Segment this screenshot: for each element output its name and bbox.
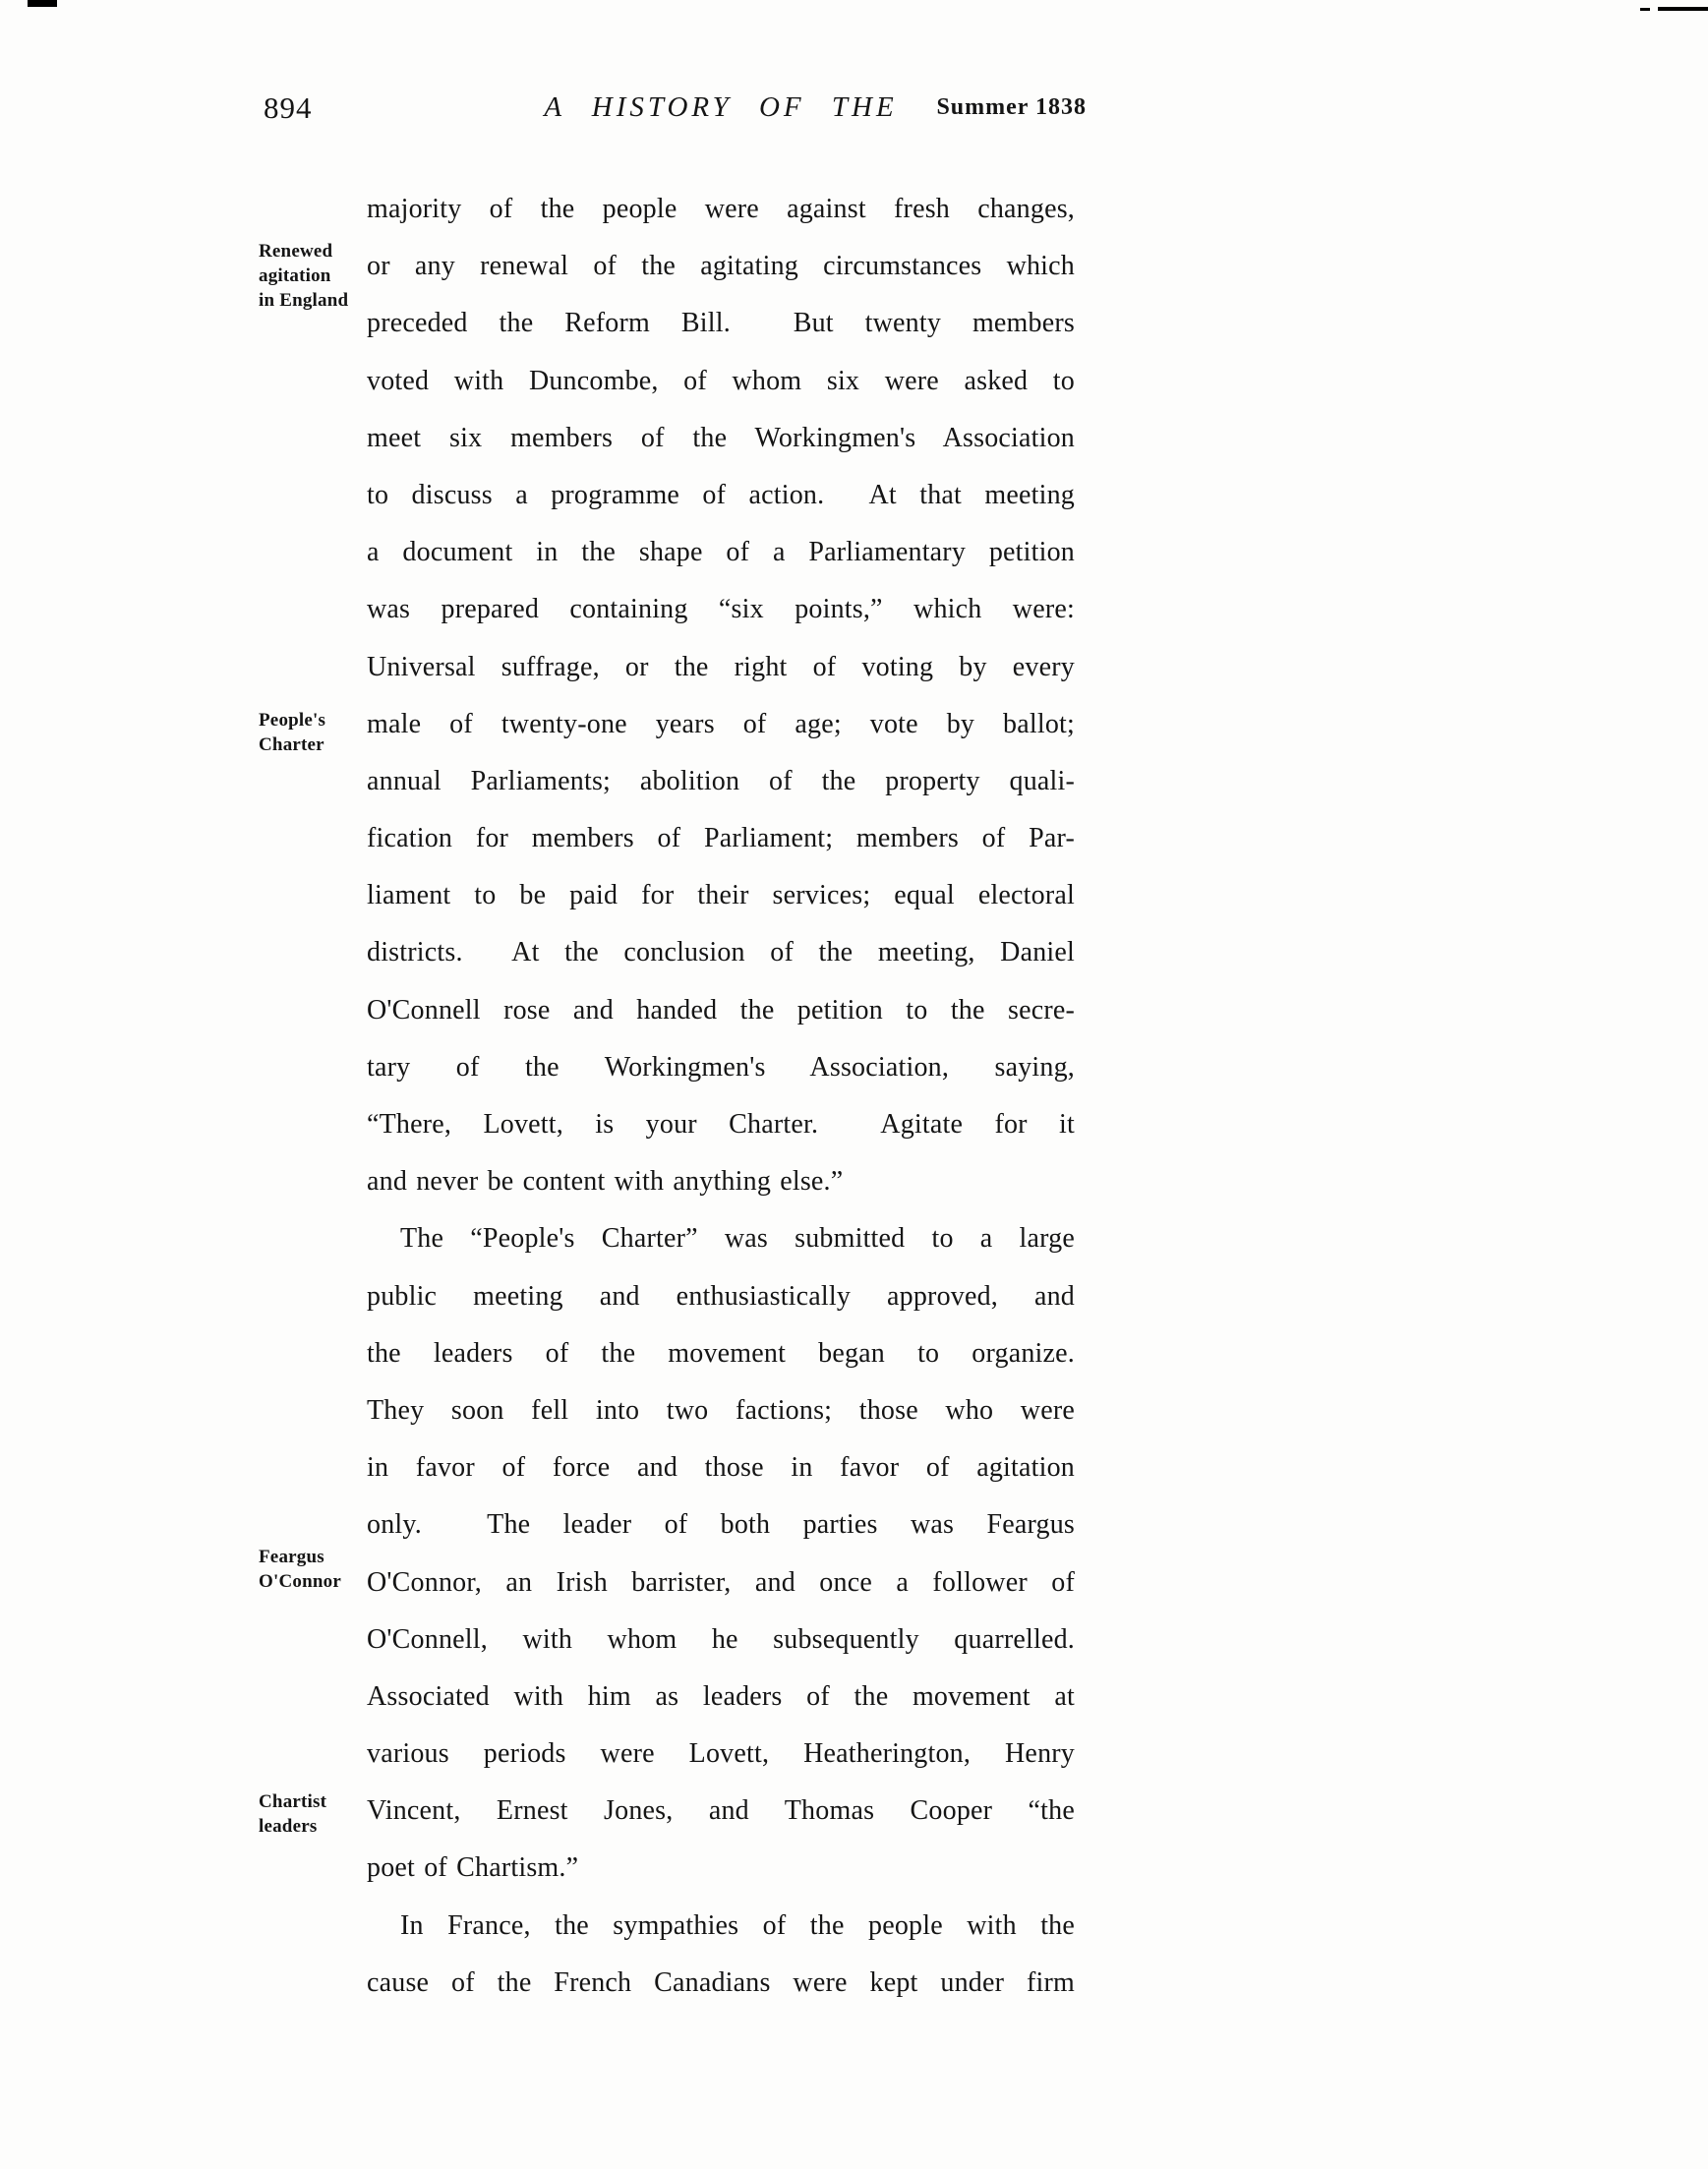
margin-note-line: leaders <box>259 1816 318 1837</box>
body-line: Vincent, Ernest Jones, and Thomas Cooper “the <box>367 1795 1075 1827</box>
body-line: districts. At the conclusion of the meeting, Daniel <box>367 937 1075 968</box>
body-line: and never be content with anything else.” <box>367 1166 844 1198</box>
body-line: or any renewal of the agitating circumstances which <box>367 251 1075 282</box>
page-header <box>0 90 1708 134</box>
body-line: “There, Lovett, is your Charter. Agitate for it <box>367 1109 1075 1140</box>
header-date: Summer 1838 <box>936 94 1087 120</box>
body-line: was prepared containing “six points,” which were: <box>367 594 1075 625</box>
margin-note-line: Renewed <box>259 241 333 262</box>
body-line: a document in the shape of a Parliamentary petition <box>367 537 1075 568</box>
body-line: annual Parliaments; abolition of the property quali- <box>367 765 1075 796</box>
body-line: liament to be paid for their services; equal electoral <box>367 880 1075 911</box>
margin-note-line: agitation <box>259 265 331 286</box>
body-line: meet six members of the Workingmen's Association <box>367 422 1075 453</box>
body-text <box>367 181 1075 2012</box>
margin-note-line: People's <box>259 710 326 731</box>
margin-note-line: O'Connor <box>259 1571 341 1592</box>
body-line: Universal suffrage, or the right of voting by every <box>367 651 1075 682</box>
body-line: cause of the French Canadians were kept under firm <box>367 1966 1075 1998</box>
scan-artifact-top-right-dot <box>1640 8 1650 11</box>
running-title: A HISTORY OF THE <box>544 91 898 123</box>
margin-note <box>259 1545 365 1594</box>
margin-note <box>259 1789 365 1839</box>
margin-note-line: Chartist <box>259 1791 327 1812</box>
scan-artifact-top-left <box>28 0 57 7</box>
body-line: to discuss a programme of action. At that meeting <box>367 479 1075 510</box>
body-line: male of twenty-one years of age; vote by ballot; <box>367 708 1075 739</box>
scan-artifact-top-right <box>1658 7 1708 11</box>
body-line: Associated with him as leaders of the movement at <box>367 1680 1075 1712</box>
body-line: in favor of force and those in favor of agitation <box>367 1452 1075 1484</box>
margin-note-line: in England <box>259 290 349 311</box>
body-line: O'Connell rose and handed the petition to the secre- <box>367 994 1075 1026</box>
body-line: voted with Duncombe, of whom six were asked to <box>367 365 1075 396</box>
body-line: fication for members of Parliament; members of Par- <box>367 823 1075 854</box>
margin-note <box>259 239 365 313</box>
margin-note-line: Feargus <box>259 1547 324 1567</box>
body-line: poet of Chartism.” <box>367 1852 579 1884</box>
page-number: 894 <box>264 90 313 125</box>
body-line: O'Connell, with whom he subsequently quarrelled. <box>367 1623 1075 1655</box>
margin-note-line: Charter <box>259 734 324 755</box>
margin-note <box>259 708 365 757</box>
body-line: public meeting and enthusiastically approved, and <box>367 1280 1075 1312</box>
body-line: tary of the Workingmen's Association, saying, <box>367 1051 1075 1083</box>
body-line: only. The leader of both parties was Feargus <box>367 1509 1075 1541</box>
body-line: O'Connor, an Irish barrister, and once a follower of <box>367 1566 1075 1598</box>
body-line: the leaders of the movement began to organize. <box>367 1337 1075 1369</box>
body-line: preceded the Reform Bill. But twenty members <box>367 308 1075 339</box>
body-line: majority of the people were against fresh changes, <box>367 194 1075 224</box>
body-line: various periods were Lovett, Heatherington, Henry <box>367 1738 1075 1770</box>
body-line: In France, the sympathies of the people with the <box>400 1909 1075 1941</box>
body-line: The “People's Charter” was submitted to a large <box>400 1223 1075 1255</box>
body-line: They soon fell into two factions; those who were <box>367 1394 1075 1426</box>
